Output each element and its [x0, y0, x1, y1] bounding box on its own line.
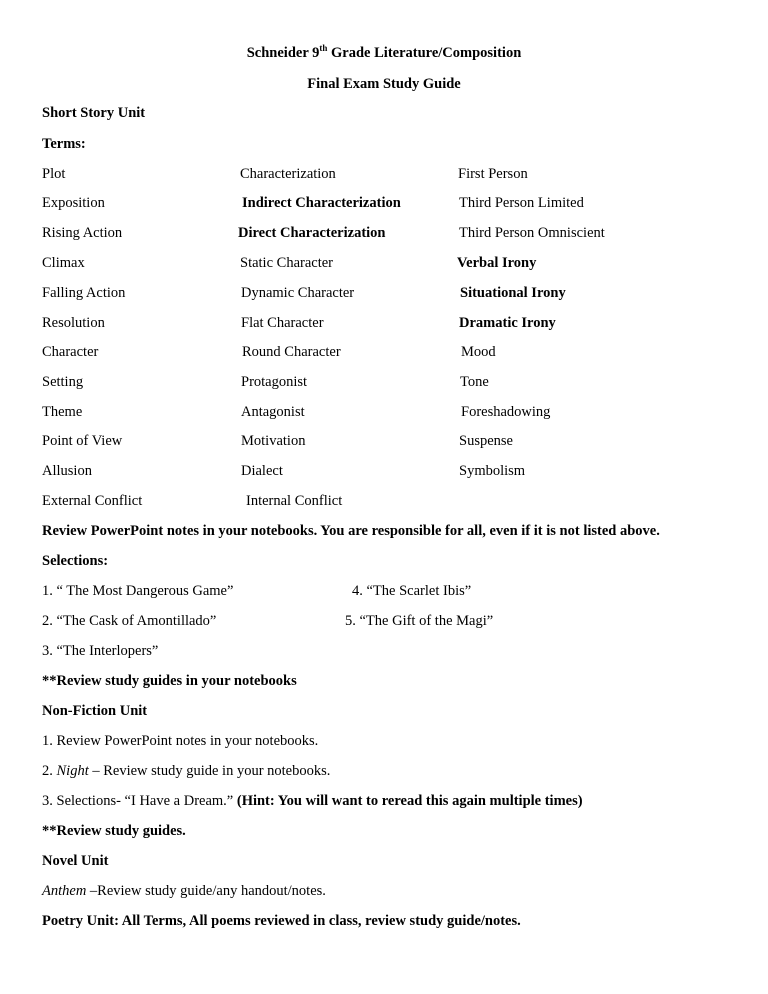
term-verbal-irony: Verbal Irony [457, 255, 537, 271]
hint-text: (Hint: You will want to reread this again multiple times) [236, 793, 583, 809]
novel-item [42, 883, 326, 900]
selection-item: 5. “The Gift of the Magi” [345, 613, 494, 629]
non-fiction-item-3 [42, 793, 583, 810]
term-dialect: Dialect [241, 463, 283, 479]
term-third-person-omniscient: Third Person Omniscient [459, 225, 605, 241]
review-note: Review PowerPoint notes in your notebooks. You are responsible for all, even if it is not listed above. [42, 523, 660, 539]
selection-item: 4. “The Scarlet Ibis” [352, 583, 472, 599]
poetry-line: Poetry Unit: All Terms, All poems reviewed in class, review study guide/notes. [42, 913, 521, 929]
term-flat-character: Flat Character [241, 315, 324, 331]
term-dynamic-character: Dynamic Character [241, 285, 355, 301]
term-third-person-limited: Third Person Limited [459, 195, 584, 211]
term-indirect-characterization: Indirect Characterization [242, 195, 401, 211]
term-direct-characterization: Direct Characterization [238, 225, 386, 241]
selections-heading: Selections: [42, 553, 109, 569]
terms-heading: Terms: [42, 136, 86, 152]
anthem-title: Anthem [42, 883, 87, 899]
term-dramatic-irony: Dramatic Irony [459, 315, 556, 331]
term-plot: Plot [42, 166, 66, 182]
novel-heading: Novel Unit [42, 853, 109, 869]
document-title [0, 45, 768, 62]
night-title: Night [56, 763, 89, 779]
term-characterization: Characterization [240, 166, 336, 182]
term-theme: Theme [42, 404, 83, 420]
term-climax: Climax [42, 255, 85, 271]
term-first-person: First Person [458, 166, 528, 182]
term-exposition: Exposition [42, 195, 105, 211]
selection-item: 1. “ The Most Dangerous Game” [42, 583, 234, 599]
term-allusion: Allusion [42, 463, 92, 479]
title-suffix: Grade Literature/Composition [327, 45, 522, 61]
non-fiction-heading: Non-Fiction Unit [42, 703, 148, 719]
title-prefix: Schneider 9 [246, 45, 320, 61]
non-fiction-item-2 [42, 763, 330, 780]
term-protagonist: Protagonist [241, 374, 308, 390]
term-tone: Tone [460, 374, 489, 390]
term-external-conflict: External Conflict [42, 493, 143, 509]
term-symbolism: Symbolism [459, 463, 526, 479]
item-text: –Review study guide/any handout/notes. [86, 883, 326, 899]
item-text: – Review study guide in your notebooks. [88, 763, 331, 779]
selection-item: 3. “The Interlopers” [42, 643, 159, 659]
term-antagonist: Antagonist [241, 404, 305, 420]
term-setting: Setting [42, 374, 84, 390]
item-number: 2. [42, 763, 57, 779]
term-resolution: Resolution [42, 315, 105, 331]
term-falling-action: Falling Action [42, 285, 126, 301]
item-text: 3. Selections- “I Have a Dream.” [42, 793, 237, 809]
term-character: Character [42, 344, 99, 360]
term-rising-action: Rising Action [42, 225, 123, 241]
selection-item: 2. “The Cask of Amontillado” [42, 613, 217, 629]
term-static-character: Static Character [240, 255, 333, 271]
term-point-of-view: Point of View [42, 433, 123, 449]
term-foreshadowing: Foreshadowing [461, 404, 551, 420]
term-internal-conflict: Internal Conflict [246, 493, 343, 509]
short-story-heading: Short Story Unit [42, 105, 146, 121]
term-situational-irony: Situational Irony [460, 285, 566, 301]
term-motivation: Motivation [241, 433, 306, 449]
title-superscript: th [319, 43, 328, 54]
term-suspense: Suspense [459, 433, 513, 449]
document-subtitle: Final Exam Study Guide [307, 76, 461, 92]
term-mood: Mood [461, 344, 496, 360]
study-guide-note: **Review study guides in your notebooks [42, 673, 297, 689]
term-round-character: Round Character [242, 344, 341, 360]
non-fiction-item-1: 1. Review PowerPoint notes in your notebooks. [42, 733, 319, 749]
non-fiction-note: **Review study guides. [42, 823, 186, 839]
